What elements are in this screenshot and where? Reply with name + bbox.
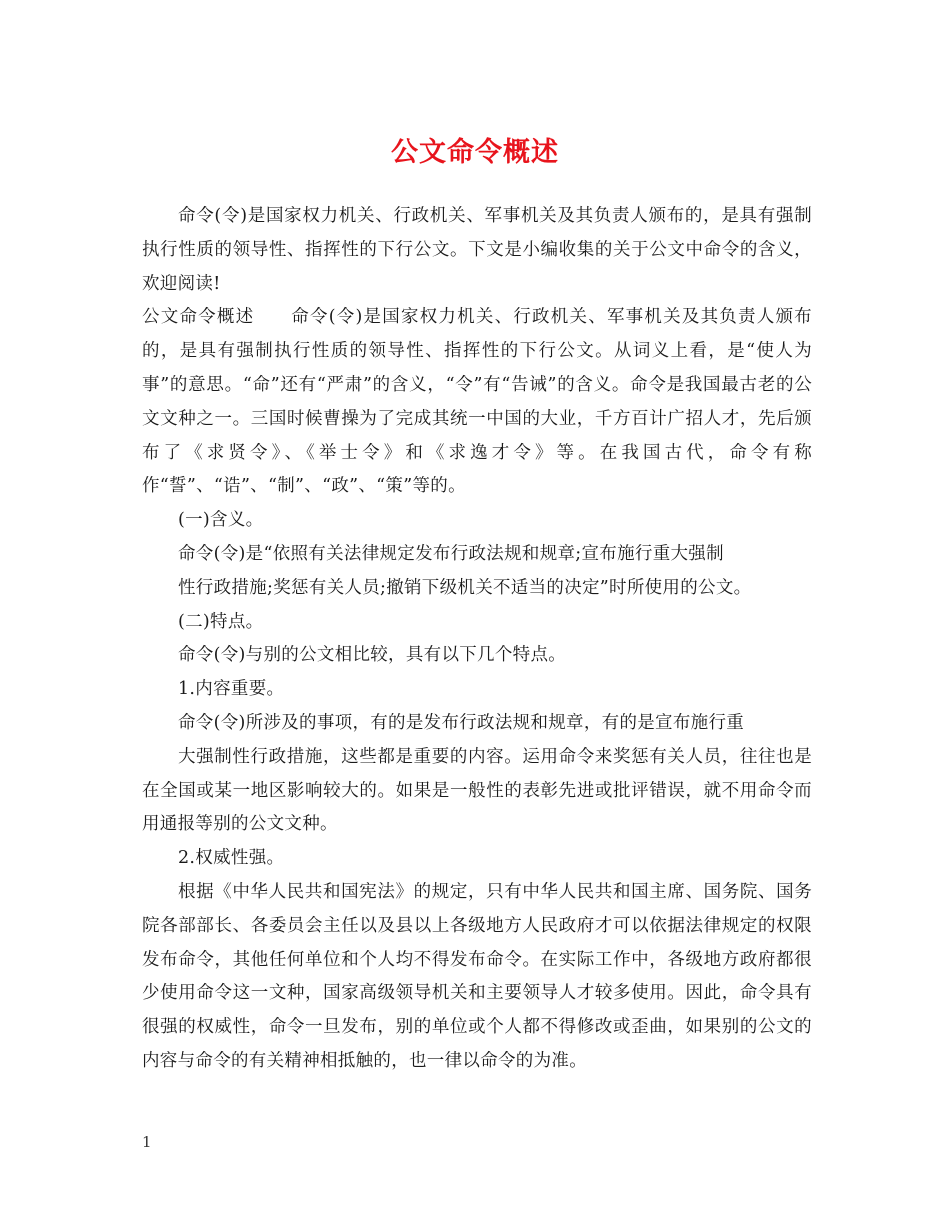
paragraph-content-line1: 命令(令)所涉及的事项，有的是发布行政法规和规章，有的是宣布施行重 [178, 712, 745, 733]
paragraph-meaning-line1: 命令(令)是“依照有关法律规定发布行政法规和规章;宣布施行重大强制 [178, 543, 724, 564]
paragraph-meaning-line2: 性行政措施;奖惩有关人员;撤销下级机关不适当的决定”时所使用的公文。 [178, 577, 752, 598]
paragraph-features-intro: 命令(令)与别的公文相比较，具有以下几个特点。 [178, 645, 567, 666]
paragraph-overview-text: 命令(令)是国家权力机关、行政机关、军事机关及其负责人颁布的，是具有强制执行性质的领导性、指挥性的下行公文。从词义上看，是“使人为事”的意思。“命”还有“严肃”的含义，“令”有“告诫”的含义。命令是我国最古老的公文文种之一。三国时候曹操为了完成其统一中国的大业，千方百计广招人才，先后颁布了《求贤令》、《举士令》和《求逸才令》等。在我国古代，命令有称作“誓”、“诰”、“制”、“政”、“策”等的。 [142, 307, 812, 497]
heading-features: (二)特点。 [178, 611, 264, 632]
inline-heading-overview: 公文命令概述 [142, 307, 255, 328]
heading-content-important: 1.内容重要。 [178, 679, 285, 700]
paragraph-content-line2: 大强制性行政措施，这些都是重要的内容。运用命令来奖惩有关人员，往往也是在全国或某一地区影响较大的。如果是一般性的表彰先进或批评错误，就不用命令而用通报等别的公文文种。 [142, 746, 812, 835]
heading-authority: 2.权威性强。 [178, 848, 285, 869]
document-title: 公文命令概述 [391, 137, 559, 168]
paragraph-overview [142, 301, 812, 504]
document-body [142, 200, 812, 1079]
paragraph-intro: 命令(令)是国家权力机关、行政机关、军事机关及其负责人颁布的，是具有强制执行性质的领导性、指挥性的下行公文。下文是小编收集的关于公文中命令的含义，欢迎阅读! [142, 206, 812, 294]
page-number: 1 [142, 1133, 152, 1151]
paragraph-authority: 根据《中华人民共和国宪法》的规定，只有中华人民共和国主席、国务院、国务院各部部长、各委员会主任以及县以上各级地方人民政府才可以依据法律规定的权限发布命令，其他任何单位和个人均不得发布命令。在实际工作中，各级地方政府都很少使用命令这一文种，国家高级领导机关和主要领导人才较多使用。因此，命令具有很强的权威性，命令一旦发布，别的单位或个人都不得修改或歪曲，如果别的公文的内容与命令的有关精神相抵触的，也一律以命令的为准。 [142, 881, 812, 1071]
heading-meaning: (一)含义。 [178, 510, 264, 531]
